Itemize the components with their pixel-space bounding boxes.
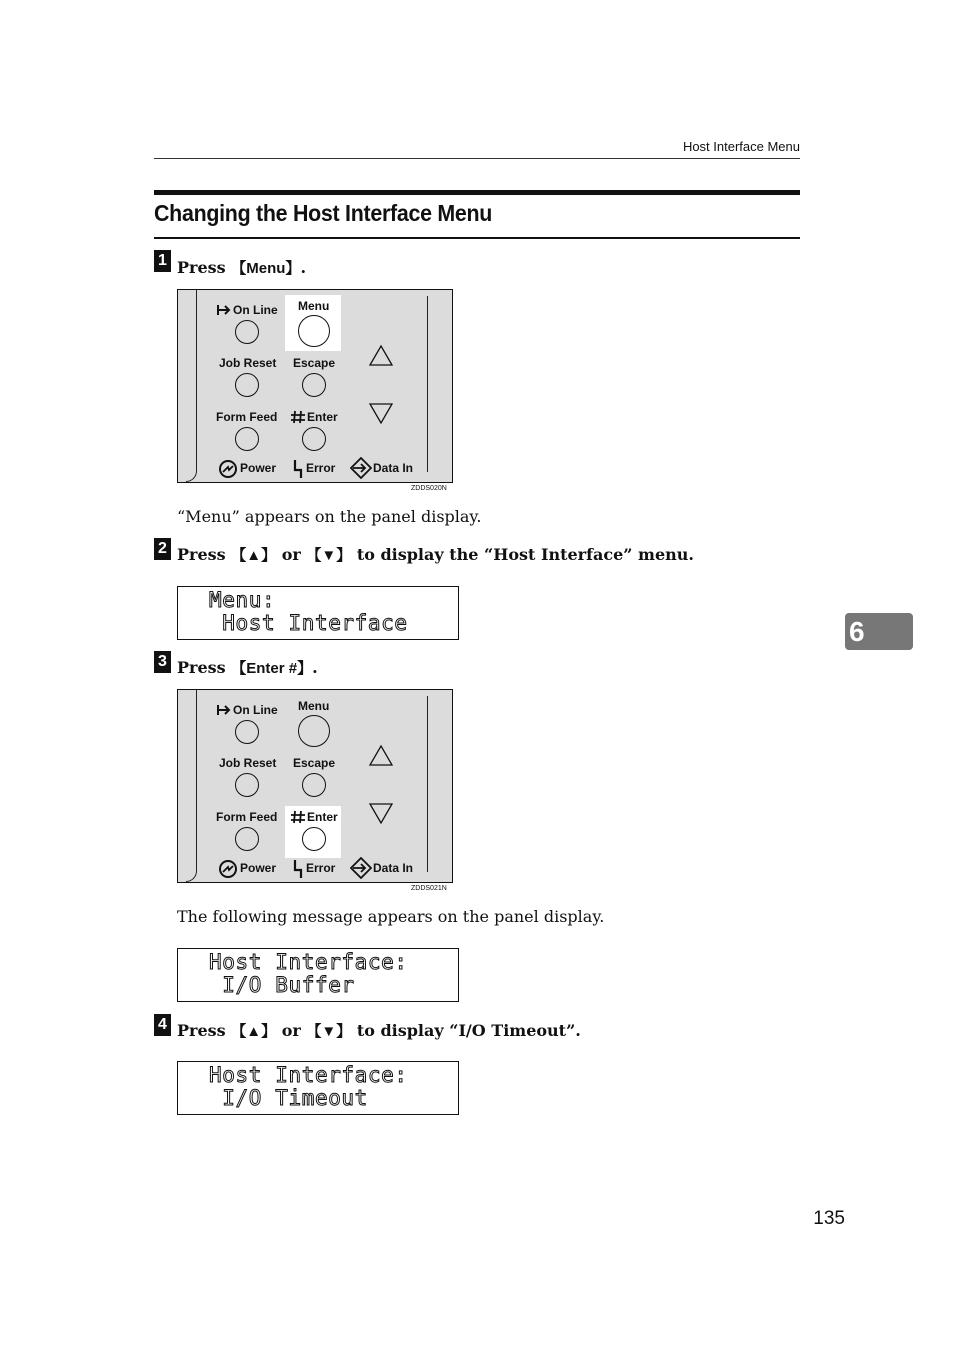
step-pre: Press [177,258,232,277]
lcd-display [177,586,459,640]
key-bracket-close: 】 [261,1023,277,1040]
panel-edge [427,696,428,872]
key-bracket-open: 【 [231,260,247,277]
up-triangle-icon [368,744,394,768]
step-instruction [177,257,306,278]
step-note: The following message appears on the panel display. [177,907,605,926]
enter-hash-icon [290,809,306,825]
label-form-feed: Form Feed [216,810,278,824]
key-bracket-open: 【 [231,660,247,677]
down-triangle-icon [368,401,394,425]
job-reset-button [235,773,259,797]
panel-edge [186,690,197,882]
header-rule [154,158,800,159]
job-reset-button [235,373,259,397]
error-icon [292,459,304,479]
key-bracket-close: 】 [336,547,352,564]
label-error: Error [306,861,336,875]
figure-id: ZDDS021N [411,885,447,892]
power-icon [218,859,238,879]
step-note: “Menu” appears on the panel display. [177,507,482,526]
figure-id: ZDDS020N [411,485,447,492]
enter-button [302,827,326,851]
step-instruction [177,544,694,565]
control-panel-figure [177,289,453,483]
menu-key: Menu [246,260,286,277]
down-key: ▼ [321,1023,337,1040]
label-form-feed: Form Feed [216,410,278,424]
data-in-icon [350,457,372,479]
label-job-reset: Job Reset [219,356,277,370]
step-instruction [177,657,318,678]
label-power: Power [240,461,277,475]
step-post: to display the “Host Interface” menu. [351,545,694,564]
step-post: . [300,258,307,277]
escape-button [302,373,326,397]
title-rule-top [154,190,800,195]
menu-button [298,315,330,347]
key-bracket-close: 】 [336,1023,352,1040]
label-enter: Enter [307,810,338,824]
label-enter: Enter [307,410,338,424]
key-bracket-open: 【 [306,547,322,564]
lcd-line-1: Host Interface: [209,1063,408,1087]
label-on-line: On Line [233,303,278,317]
enter-button [302,427,326,451]
key-bracket-close: 】 [297,660,313,677]
up-triangle-icon [368,344,394,368]
down-triangle-icon [368,801,394,825]
lcd-line-2: I/O Buffer [209,973,355,997]
lcd-display [177,1061,459,1115]
lcd-line-2: Host Interface [209,611,408,635]
step-number: 3 [154,651,171,673]
error-icon [292,859,304,879]
online-arrow-icon [216,703,232,717]
step-number: 2 [154,538,171,560]
up-key: ▲ [246,1023,262,1040]
control-panel-figure [177,689,453,883]
label-job-reset: Job Reset [219,756,277,770]
chapter-tab: 6 [845,613,913,650]
panel-edge [427,296,428,472]
menu-button [298,715,330,747]
lcd-line-2: I/O Timeout [209,1086,368,1110]
step-pre: Press [177,545,232,564]
enter-key: Enter # [246,660,298,677]
key-bracket-open: 【 [231,547,247,564]
label-on-line: On Line [233,703,278,717]
step-mid: or [276,545,307,564]
lcd-line-1: Menu: [209,588,276,612]
key-bracket-close: 】 [261,547,277,564]
key-bracket-open: 【 [231,1023,247,1040]
step-pre: Press [177,658,232,677]
step-mid: or [276,1021,307,1040]
step-pre: Press [177,1021,232,1040]
page-number: 135 [813,1208,845,1229]
on-line-button [235,720,259,744]
label-data-in: Data In [373,861,414,875]
key-bracket-close: 】 [285,260,301,277]
label-menu: Menu [298,299,330,313]
form-feed-button [235,827,259,851]
title-rule-bottom [154,237,800,239]
label-escape: Escape [293,756,336,770]
running-header: Host Interface Menu [682,139,800,154]
label-data-in: Data In [373,461,414,475]
down-key: ▼ [321,547,337,564]
key-bracket-open: 【 [306,1023,322,1040]
power-icon [218,459,238,479]
on-line-button [235,320,259,344]
form-feed-button [235,427,259,451]
online-arrow-icon [216,303,232,317]
lcd-display [177,948,459,1002]
data-in-icon [350,857,372,879]
step-number: 4 [154,1014,171,1036]
escape-button [302,773,326,797]
panel-edge [186,290,197,482]
label-menu: Menu [298,699,330,713]
label-escape: Escape [293,356,336,370]
up-key: ▲ [246,547,262,564]
label-power: Power [240,861,277,875]
step-post: . [312,658,318,677]
section-title: Changing the Host Interface Menu [154,200,493,226]
enter-hash-icon [290,409,306,425]
step-post: to display “I/O Timeout”. [351,1021,581,1040]
lcd-line-1: Host Interface: [209,950,408,974]
label-error: Error [306,461,336,475]
step-number: 1 [154,250,171,272]
step-instruction [177,1020,581,1041]
